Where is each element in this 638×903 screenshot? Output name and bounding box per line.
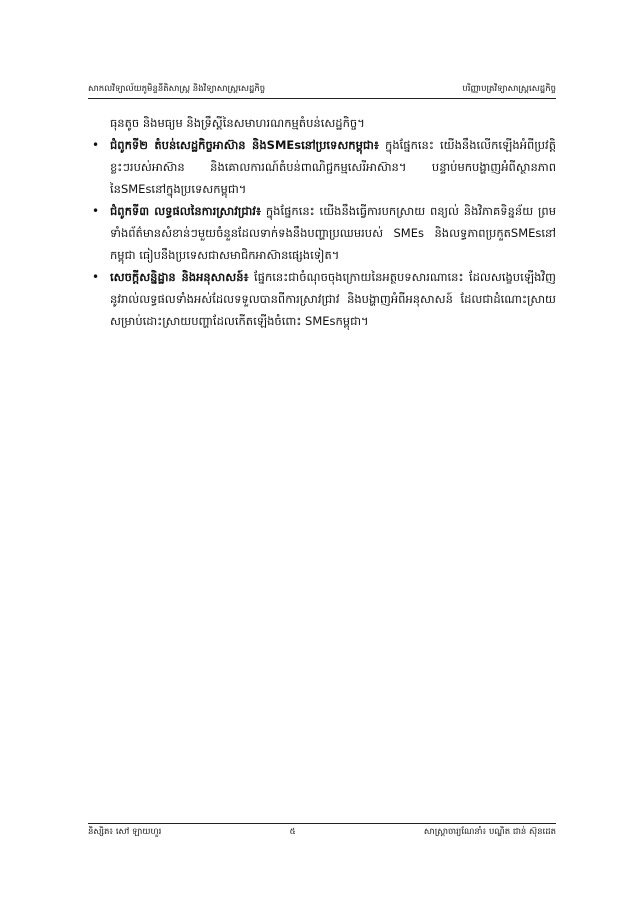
chapter-item-text: ក្នុងផ្នែកនេះ យើងនឹងលើកឡើងអំពីប្រវត្តិខ្លះៗរបស់អាស៊ាន និងគោលការណ៍តំបន់ពាណិជ្ជកម្មសេរីអាស៊ាន។ បន្ទាប់មកបង្ហាញអំពីស្ថានភាពនៃSMEsនៅក្នុងប្រទេសកម្ពុជា។ <box>110 138 556 196</box>
bullet-icon: • <box>92 138 100 152</box>
bullet-icon: • <box>92 204 100 218</box>
chapter-item-title: ជំពូកទី២ តំបន់សេដ្ឋកិច្ចអាស៊ាន និងSMEsនៅប្រទេសកម្ពុជា៖ <box>110 138 379 152</box>
header-university-name: សាកលវិទ្យាល័យភូមិន្ទនីតិសាស្រ្ត និងវិទ្យាសាស្រ្តសេដ្ឋកិច្ច <box>88 84 266 94</box>
header-degree-name: បរិញ្ញាបត្រវិទ្យាសាស្រ្តសេដ្ឋកិច្ច <box>462 84 556 94</box>
page-body <box>88 112 556 332</box>
page-header <box>88 84 556 99</box>
intro-continuation: ធុនតូច និងមធ្យម និងទ្រឹស្តីនៃសមាហរណកម្មតំបន់សេដ្ឋកិច្ច។ <box>110 116 365 130</box>
footer-student-name: និស្សិត៖ សៅ ឡាយហួរ <box>88 827 162 837</box>
footer-advisor-name: សាស្រ្តាចារ្យណែនាំ៖ បណ្ឌិត ជាន់ ស៊ុនដេត <box>423 827 556 837</box>
chapter-item <box>88 134 556 200</box>
page-number: ៥ <box>289 827 296 837</box>
chapter-list <box>88 134 556 332</box>
chapter-item <box>88 266 556 332</box>
chapter-item-text: ក្នុងផ្នែកនេះ យើងនឹងធ្វើការបកស្រាយ ពន្យល់ និងវិភាគទិន្នន័យ ព្រមទាំងព័ត៌មានសំខាន់ៗមួយចំនួនដែលទាក់ទងនឹងបញ្ហាប្រឈមរបស់ SMEs និងលទ្ធភាពប្រកួតSMEsនៅកម្ពុជា ធៀបនឹងប្រទេសជាសមាជិកអាស៊ានផ្សេងទៀត។ <box>110 204 557 262</box>
chapter-item-text: ផ្នែកនេះជាចំណុចចុងក្រោយនៃអត្ថបទសារណានេះ ដែលសង្ខេបឡើងវិញនូវរាល់លទ្ធផលទាំងអស់ដែលទទួលបានពីការស្រាវជ្រាវ និងបង្ហាញអំពីអនុសាសន៍ ដែលជាដំណោះស្រាយសម្រាប់ដោះស្រាយបញ្ហាដែលកើតឡើងចំពោះ SMEsកម្ពុជា។ <box>110 270 557 328</box>
chapter-item-title: ជំពូកទី៣ លទ្ធផលនៃការស្រាវជ្រាវ៖ <box>110 204 262 218</box>
bullet-icon: • <box>92 270 100 284</box>
chapter-item <box>88 200 556 266</box>
chapter-item-title: សេចក្តីសន្និដ្ឋាន និងអនុសាសន៍៖ <box>110 270 249 284</box>
page-footer <box>88 823 556 839</box>
